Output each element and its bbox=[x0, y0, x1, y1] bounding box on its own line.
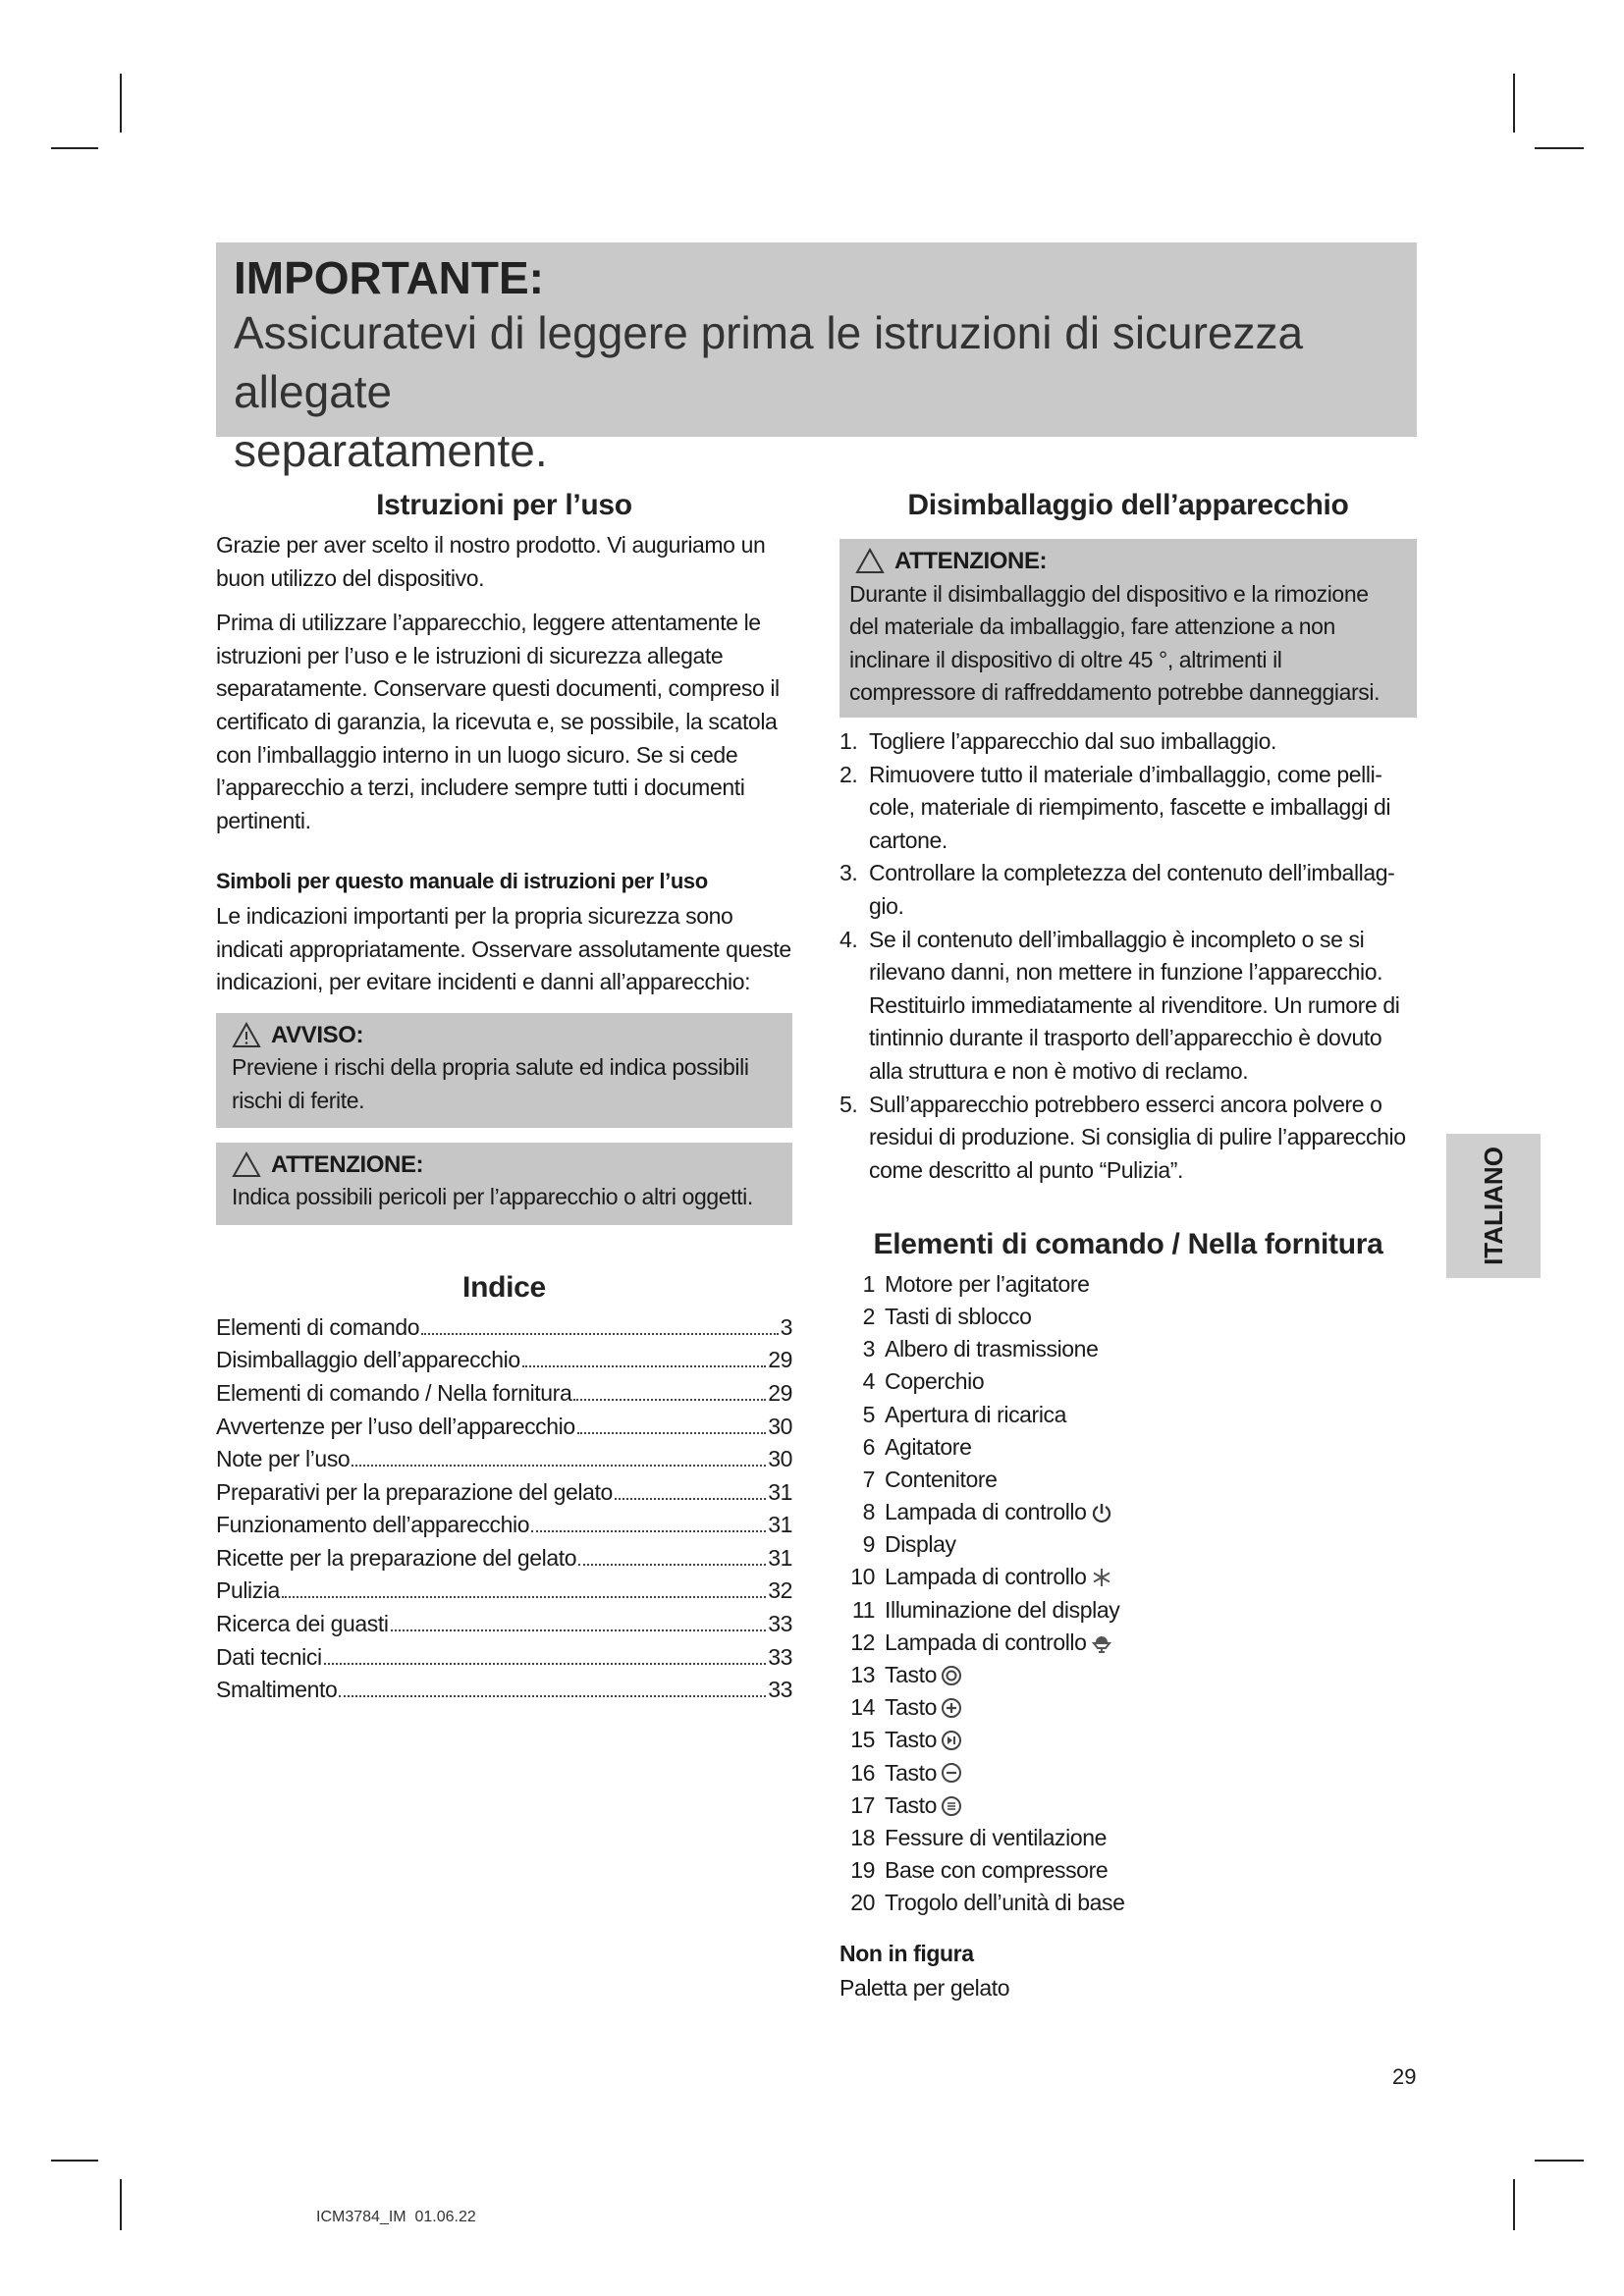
minus-button-icon bbox=[941, 1762, 962, 1784]
symbols-paragraph: Le indicazioni importanti per la propria sicurezza sono indicati appropriatamente. Osservare assolutamente queste indicazioni, per evitare incidenti e danni all’apparecchio: bbox=[216, 902, 791, 995]
part-label: Base con compressore bbox=[885, 1857, 1109, 1884]
step-number: 2. bbox=[839, 761, 858, 787]
toc-page: 33 bbox=[768, 1677, 792, 1703]
dot-leader bbox=[391, 1629, 767, 1631]
part-label: Illuminazione del display bbox=[885, 1596, 1120, 1623]
avviso-text: Previene i rischi della propria salute ed indica possibili rischi di ferite. bbox=[232, 1054, 749, 1113]
banner-title: IMPORTANTE: bbox=[234, 252, 545, 303]
step-text: Controllare la completezza del contenuto dell’imballag-gio. bbox=[869, 860, 1395, 919]
toc-entry[interactable] bbox=[216, 1476, 792, 1510]
start-pause-button-icon bbox=[941, 1730, 962, 1751]
timer-button-icon bbox=[941, 1665, 962, 1686]
symbols-heading: Simboli per questo manuale di istruzioni per l’uso bbox=[216, 869, 708, 894]
part-label: Display bbox=[885, 1531, 956, 1558]
parts-section bbox=[839, 1225, 1417, 2005]
dot-leader bbox=[573, 1399, 766, 1401]
part-number: 8 bbox=[862, 1499, 875, 1525]
part-label: Tasto bbox=[885, 1727, 937, 1753]
section-heading-instructions: Istruzioni per l’uso bbox=[376, 489, 632, 521]
step-number: 1. bbox=[839, 727, 858, 754]
toc-label: Ricette per la preparazione del gelato bbox=[216, 1544, 577, 1571]
part-number: 16 bbox=[850, 1759, 875, 1786]
toc-page: 31 bbox=[768, 1478, 792, 1505]
part-number: 11 bbox=[851, 1596, 875, 1623]
toc-page: 31 bbox=[768, 1544, 792, 1571]
list-item bbox=[839, 1529, 1417, 1562]
toc-entry[interactable] bbox=[216, 1344, 792, 1377]
list-item bbox=[839, 1822, 1417, 1854]
footer-code: ICM3784_IM 01.06.22 bbox=[316, 2209, 476, 2225]
caution-triangle-icon bbox=[855, 548, 885, 574]
toc-entry[interactable] bbox=[216, 1575, 792, 1608]
part-label: Tasto bbox=[885, 1662, 937, 1688]
list-item bbox=[839, 1691, 1417, 1724]
toc-page: 33 bbox=[768, 1611, 792, 1637]
part-number: 20 bbox=[850, 1890, 875, 1916]
toc-entry[interactable] bbox=[216, 1311, 792, 1345]
toc-label: Avvertenze per l’uso dell’apparecchio bbox=[216, 1413, 575, 1439]
part-label: Contenitore bbox=[885, 1466, 998, 1492]
dot-leader bbox=[531, 1530, 766, 1532]
plus-button-icon bbox=[941, 1697, 962, 1719]
toc-label: Elementi di comando / Nella fornitura bbox=[216, 1379, 572, 1406]
part-number: 7 bbox=[862, 1466, 875, 1492]
right-column bbox=[839, 486, 1417, 1187]
page-number: 29 bbox=[1392, 2064, 1417, 2089]
toc-entry[interactable] bbox=[216, 1608, 792, 1641]
part-number: 3 bbox=[862, 1336, 875, 1362]
dot-leader bbox=[352, 1465, 766, 1467]
unpacking-steps bbox=[839, 725, 1417, 1187]
list-item bbox=[839, 1496, 1417, 1528]
list-item bbox=[839, 1464, 1417, 1496]
intro-paragraph: Grazie per aver scelto il nostro prodotto. Vi auguriamo un buon utilizzo del dispositivo. bbox=[216, 532, 766, 591]
crop-mark bbox=[1535, 147, 1584, 149]
part-label: Fessure di ventilazione bbox=[885, 1824, 1108, 1850]
section-heading-parts: Elementi di comando / Nella fornitura bbox=[873, 1228, 1383, 1260]
table-of-contents bbox=[216, 1311, 792, 1707]
toc-label: Dati tecnici bbox=[216, 1643, 322, 1670]
part-label: Tasto bbox=[885, 1759, 937, 1786]
part-number: 5 bbox=[862, 1401, 875, 1427]
list-item bbox=[839, 1268, 1417, 1301]
toc-page: 33 bbox=[768, 1643, 792, 1670]
part-label: Lampada di controllo bbox=[885, 1564, 1087, 1590]
step-text: Sull’apparecchio potrebbero esserci ancora polvere o residui di produzione. Si consiglia di pulire l’apparecchio come descritto al punto “Pulizia”. bbox=[869, 1091, 1406, 1183]
toc-page: 31 bbox=[768, 1512, 792, 1538]
list-item bbox=[839, 1431, 1417, 1464]
step-number: 5. bbox=[839, 1091, 858, 1117]
toc-page: 32 bbox=[768, 1577, 792, 1604]
list-item bbox=[839, 1659, 1417, 1691]
crop-mark bbox=[1513, 2179, 1515, 2230]
part-label: Tasti di sblocco bbox=[885, 1303, 1032, 1329]
dot-leader bbox=[522, 1365, 766, 1367]
toc-label: Disimballaggio dell’apparecchio bbox=[216, 1347, 520, 1373]
dot-leader bbox=[282, 1596, 766, 1598]
list-item bbox=[839, 725, 1417, 759]
part-number: 6 bbox=[862, 1433, 875, 1460]
list-item bbox=[839, 924, 1417, 1089]
snowflake-icon bbox=[1091, 1567, 1112, 1588]
not-shown-heading: Non in figura bbox=[839, 1940, 974, 1966]
part-label: Apertura di ricarica bbox=[885, 1401, 1067, 1427]
part-number: 12 bbox=[850, 1629, 875, 1655]
part-label: Lampada di controllo bbox=[885, 1499, 1087, 1525]
part-number: 1 bbox=[862, 1270, 875, 1297]
part-number: 4 bbox=[862, 1368, 875, 1395]
crop-mark bbox=[120, 74, 122, 133]
toc-entry[interactable] bbox=[216, 1377, 792, 1411]
part-number: 19 bbox=[850, 1857, 875, 1884]
part-label: Agitatore bbox=[885, 1433, 972, 1460]
dot-leader bbox=[615, 1498, 766, 1500]
part-label: Trogolo dell’unità di base bbox=[885, 1890, 1125, 1916]
part-number: 10 bbox=[850, 1564, 875, 1590]
part-number: 15 bbox=[850, 1727, 875, 1753]
crop-mark bbox=[120, 2179, 122, 2230]
step-text: Rimuovere tutto il materiale d’imballaggio, come pelli-cole, materiale di riempimento, fascette e imballaggi di cartone. bbox=[869, 761, 1391, 853]
list-item bbox=[839, 1627, 1417, 1659]
toc-entry[interactable] bbox=[216, 1674, 792, 1707]
toc-label: Note per l’uso bbox=[216, 1446, 351, 1472]
list-item bbox=[839, 1888, 1417, 1920]
language-tab bbox=[1446, 1134, 1541, 1278]
toc-label: Pulizia bbox=[216, 1577, 280, 1604]
list-item bbox=[839, 1399, 1417, 1431]
dot-leader bbox=[421, 1333, 778, 1335]
crop-mark bbox=[1535, 2160, 1584, 2162]
toc-page: 30 bbox=[768, 1413, 792, 1439]
part-label: Motore per l’agitatore bbox=[885, 1270, 1090, 1297]
list-item bbox=[839, 1301, 1417, 1333]
crop-mark bbox=[51, 2160, 98, 2162]
index-heading: Indice bbox=[462, 1270, 546, 1304]
caution-triangle-icon bbox=[232, 1151, 261, 1178]
dot-leader bbox=[577, 1432, 766, 1434]
instructions-paragraph: Prima di utilizzare l’apparecchio, leggere attentamente le istruzioni per l’uso e le istruzioni di sicurezza allegate separatamente. Conservare questi documenti, compreso il certificato di garanzia, la ricevuta e, se possibile, la scatola con l’imballaggio interno in un luogo sicuro. Se si cede l’apparecchio a terzi, includere sempre tutti i documenti pertinenti. bbox=[216, 610, 780, 833]
dot-leader bbox=[578, 1564, 766, 1566]
unpacking-attenzione-title: ATTENZIONE: bbox=[894, 548, 1048, 574]
banner-text-line1: Assicuratevi di leggere prima le istruzioni di sicurezza allegate bbox=[234, 307, 1304, 417]
part-number: 14 bbox=[850, 1694, 875, 1721]
list-item bbox=[839, 1725, 1417, 1757]
banner-text-line2: separatamente. bbox=[234, 425, 548, 476]
part-label: Tasto bbox=[885, 1694, 937, 1721]
warning-triangle-icon bbox=[232, 1022, 261, 1048]
list-item bbox=[839, 1854, 1417, 1887]
caution-box-attenzione bbox=[216, 1143, 792, 1225]
menu-button-icon bbox=[941, 1795, 962, 1817]
part-label: Coperchio bbox=[885, 1368, 985, 1395]
toc-entry[interactable] bbox=[216, 1443, 792, 1476]
step-number: 4. bbox=[839, 926, 858, 952]
toc-entry[interactable] bbox=[216, 1411, 792, 1444]
parts-list bbox=[839, 1268, 1417, 1920]
toc-label: Smaltimento bbox=[216, 1677, 338, 1703]
toc-entry[interactable] bbox=[216, 1542, 792, 1575]
power-icon bbox=[1091, 1502, 1112, 1523]
attenzione-title: ATTENZIONE: bbox=[271, 1150, 424, 1178]
part-number: 17 bbox=[850, 1791, 875, 1818]
list-item bbox=[839, 759, 1417, 858]
part-number: 2 bbox=[862, 1303, 875, 1329]
warning-box-avviso bbox=[216, 1013, 792, 1128]
ice-cream-cup-icon bbox=[1091, 1632, 1112, 1654]
section-heading-unpacking: Disimballaggio dell’apparecchio bbox=[907, 489, 1349, 521]
step-text: Togliere l’apparecchio dal suo imballaggio. bbox=[869, 727, 1276, 754]
list-item bbox=[839, 1594, 1417, 1627]
list-item bbox=[839, 1089, 1417, 1188]
toc-label: Preparativi per la preparazione del gelato bbox=[216, 1478, 613, 1505]
toc-page: 29 bbox=[768, 1379, 792, 1406]
left-column bbox=[216, 486, 792, 1707]
list-item bbox=[839, 1366, 1417, 1399]
toc-page: 29 bbox=[768, 1347, 792, 1373]
not-shown-item: Paletta per gelato bbox=[839, 1975, 1010, 2002]
list-item bbox=[839, 1757, 1417, 1789]
toc-page: 3 bbox=[780, 1313, 792, 1340]
caution-box-unpacking bbox=[839, 539, 1417, 718]
part-label: Albero di trasmissione bbox=[885, 1336, 1099, 1362]
part-label: Lampada di controllo bbox=[885, 1629, 1087, 1655]
part-number: 9 bbox=[862, 1531, 875, 1558]
step-text: Se il contenuto dell’imballaggio è incompleto o se si rilevano danni, non mettere in funzione l’apparecchio. Restituirlo immediatamente al rivenditore. Un rumore di tintinnio durante il trasporto dell’apparecchio è dovuto alla struttura e non è motivo di reclamo. bbox=[869, 926, 1400, 1084]
list-item bbox=[839, 1789, 1417, 1822]
avviso-title: AVVISO: bbox=[271, 1021, 364, 1048]
toc-entry[interactable] bbox=[216, 1509, 792, 1542]
toc-label: Ricerca dei guasti bbox=[216, 1611, 389, 1637]
dot-leader bbox=[324, 1663, 767, 1665]
list-item bbox=[839, 1333, 1417, 1365]
crop-mark bbox=[51, 147, 98, 149]
crop-mark bbox=[1513, 74, 1515, 133]
attenzione-text: Indica possibili pericoli per l’apparecchio o altri oggetti. bbox=[232, 1184, 753, 1210]
part-number: 13 bbox=[850, 1662, 875, 1688]
important-banner bbox=[216, 242, 1417, 476]
language-tab-label: ITALIANO bbox=[1478, 1147, 1508, 1265]
unpacking-attenzione-text: Durante il disimballaggio del dispositivo e la rimozione del materiale da imballaggio, fare attenzione a non inclinare il dispositivo di oltre 45 °, altrimenti il compressore di raffreddamento potrebbe danneggiarsi. bbox=[849, 580, 1380, 706]
part-number: 18 bbox=[850, 1824, 875, 1850]
step-number: 3. bbox=[839, 860, 858, 886]
toc-label: Funzionamento dell’apparecchio bbox=[216, 1512, 530, 1538]
toc-page: 30 bbox=[768, 1446, 792, 1472]
list-item bbox=[839, 857, 1417, 923]
dot-leader bbox=[339, 1695, 766, 1697]
list-item bbox=[839, 1562, 1417, 1594]
part-label: Tasto bbox=[885, 1791, 937, 1818]
toc-label: Elementi di comando bbox=[216, 1313, 420, 1340]
toc-entry[interactable] bbox=[216, 1641, 792, 1675]
